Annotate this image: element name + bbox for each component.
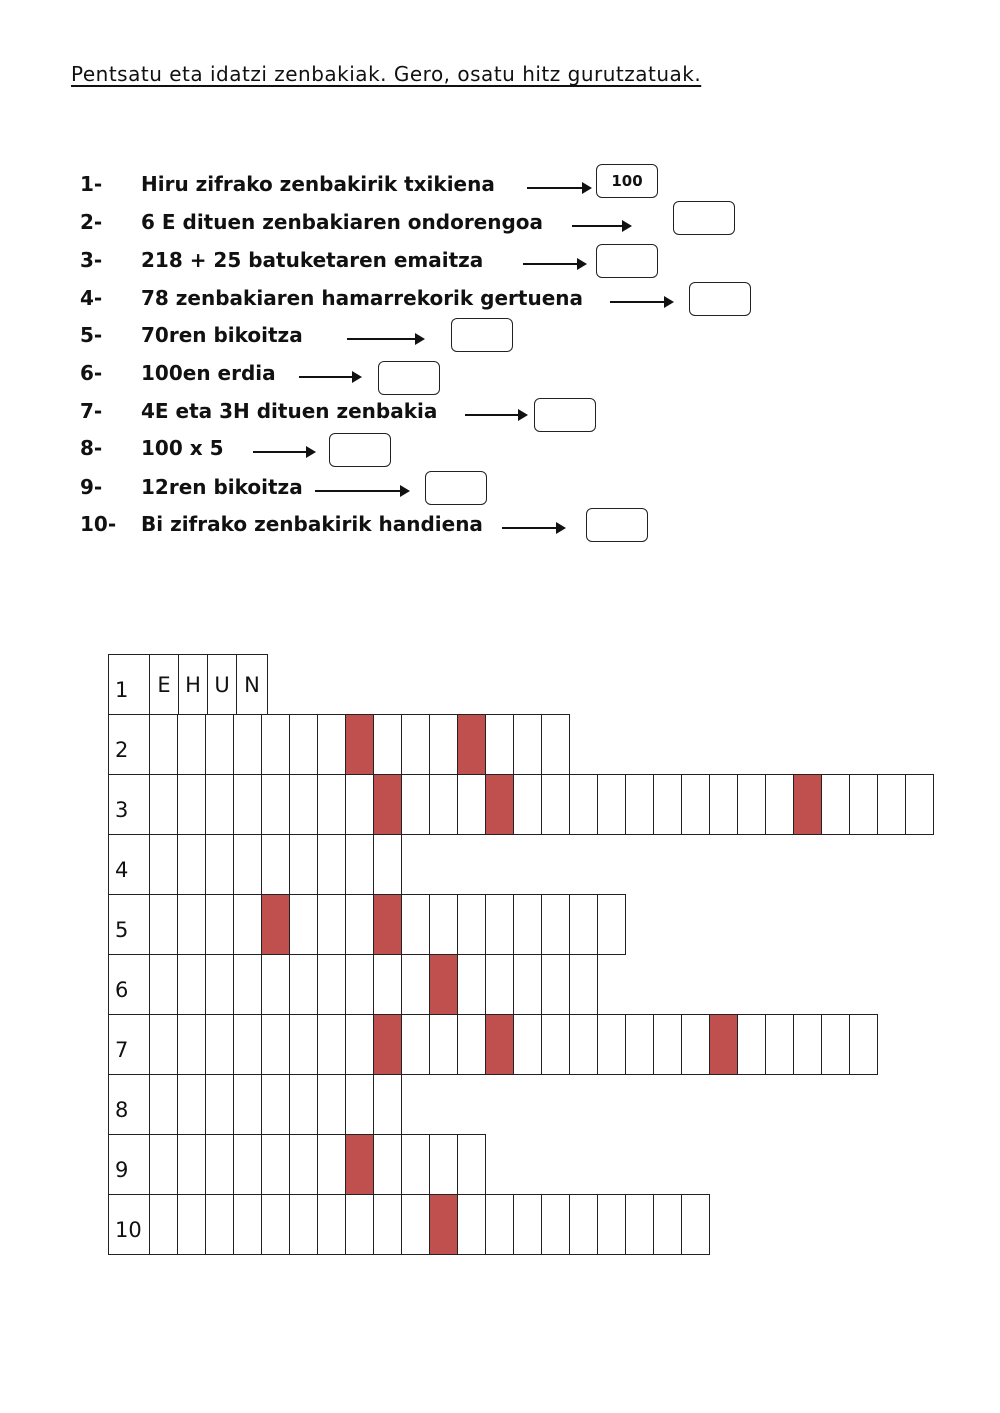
crossword-cell[interactable]	[513, 1194, 542, 1255]
clue-text: 218 + 25 batuketaren emaitza	[141, 248, 484, 272]
crossword-cell[interactable]	[345, 834, 374, 895]
crossword-cell[interactable]	[737, 1014, 766, 1075]
clue-text: 100 x 5	[141, 436, 224, 460]
crossword-cell[interactable]	[205, 1014, 234, 1075]
crossword-cell[interactable]	[205, 1074, 234, 1135]
crossword-cell[interactable]	[765, 1014, 794, 1075]
crossword-cell[interactable]	[569, 1014, 598, 1075]
crossword-cell[interactable]	[401, 1014, 430, 1075]
row-number: 8	[108, 1074, 150, 1135]
clue-number: 5-	[80, 323, 103, 347]
clue-text: Bi zifrako zenbakirik handiena	[141, 512, 483, 536]
crossword-cell[interactable]	[317, 1014, 346, 1075]
crossword-cell[interactable]	[457, 894, 486, 955]
crossword-cell[interactable]	[681, 1014, 710, 1075]
clue-number: 8-	[80, 436, 103, 460]
crossword-cell[interactable]	[205, 714, 234, 775]
crossword-blocked-cell	[709, 1014, 738, 1075]
crossword-cell[interactable]	[205, 954, 234, 1015]
crossword-cell[interactable]	[317, 1074, 346, 1135]
crossword-cell[interactable]	[149, 834, 178, 895]
crossword-cell[interactable]	[345, 954, 374, 1015]
crossword-cell[interactable]	[457, 954, 486, 1015]
crossword-cell[interactable]	[849, 774, 878, 835]
crossword-cell[interactable]	[289, 774, 318, 835]
crossword-cell[interactable]	[345, 1014, 374, 1075]
crossword-cell[interactable]	[737, 774, 766, 835]
crossword-cell[interactable]	[289, 1194, 318, 1255]
crossword-cell[interactable]	[401, 1194, 430, 1255]
crossword-cell[interactable]	[765, 774, 794, 835]
crossword-blocked-cell	[261, 894, 290, 955]
crossword-cell[interactable]	[233, 894, 262, 955]
clue-number: 2-	[80, 210, 103, 234]
crossword-cell[interactable]	[653, 1194, 682, 1255]
crossword-cell[interactable]	[289, 894, 318, 955]
crossword-cell[interactable]	[317, 834, 346, 895]
crossword-cell[interactable]	[625, 774, 654, 835]
clue-number: 4-	[80, 286, 103, 310]
crossword-cell[interactable]	[569, 1194, 598, 1255]
crossword-cell[interactable]	[261, 834, 290, 895]
row-number: 4	[108, 834, 150, 895]
crossword-cell[interactable]	[541, 954, 570, 1015]
crossword-cell[interactable]	[177, 1134, 206, 1195]
crossword-cell[interactable]	[541, 714, 570, 775]
crossword-cell[interactable]	[373, 1194, 402, 1255]
crossword-blocked-cell	[485, 1014, 514, 1075]
crossword-cell[interactable]	[177, 774, 206, 835]
crossword-cell[interactable]	[401, 894, 430, 955]
crossword-cell[interactable]	[317, 1134, 346, 1195]
crossword-cell[interactable]	[485, 894, 514, 955]
crossword-cell[interactable]	[345, 774, 374, 835]
crossword-cell[interactable]: H	[178, 654, 208, 715]
crossword-cell[interactable]	[429, 714, 458, 775]
row-number: 5	[108, 894, 150, 955]
crossword-cell[interactable]	[457, 1134, 486, 1195]
crossword-cell[interactable]	[233, 954, 262, 1015]
crossword-cell[interactable]	[261, 1014, 290, 1075]
crossword-cell[interactable]	[261, 714, 290, 775]
crossword-cell[interactable]	[205, 774, 234, 835]
crossword-cell[interactable]	[233, 1014, 262, 1075]
clue-number: 7-	[80, 399, 103, 423]
crossword-cell[interactable]	[149, 1194, 178, 1255]
crossword-cell[interactable]	[149, 714, 178, 775]
crossword-cell[interactable]	[233, 1074, 262, 1135]
row-number: 1	[108, 654, 150, 715]
crossword-cell[interactable]	[457, 1194, 486, 1255]
clue-text: 4E eta 3H dituen zenbakia	[141, 399, 438, 423]
crossword-cell[interactable]	[205, 894, 234, 955]
clue-text: 70ren bikoitza	[141, 323, 303, 347]
crossword-cell[interactable]	[233, 1134, 262, 1195]
crossword-cell[interactable]	[289, 954, 318, 1015]
crossword-cell[interactable]	[541, 774, 570, 835]
answer-box[interactable]: 100	[596, 164, 658, 198]
crossword-cell[interactable]	[373, 1134, 402, 1195]
crossword-cell[interactable]	[205, 834, 234, 895]
row-number: 7	[108, 1014, 150, 1075]
crossword-cell[interactable]	[905, 774, 934, 835]
crossword-cell[interactable]	[513, 774, 542, 835]
crossword-cell[interactable]	[177, 1014, 206, 1075]
crossword-cell[interactable]	[177, 1074, 206, 1135]
crossword-cell[interactable]	[317, 894, 346, 955]
clue-number: 6-	[80, 361, 103, 385]
crossword-cell[interactable]	[373, 834, 402, 895]
crossword-cell[interactable]	[205, 1194, 234, 1255]
crossword-cell[interactable]	[289, 714, 318, 775]
crossword-cell[interactable]	[457, 774, 486, 835]
crossword-cell[interactable]	[485, 714, 514, 775]
clue-text: 12ren bikoitza	[141, 475, 303, 499]
crossword-cell[interactable]	[289, 1014, 318, 1075]
crossword-blocked-cell	[373, 894, 402, 955]
crossword-cell[interactable]	[177, 1194, 206, 1255]
crossword-cell[interactable]	[849, 1014, 878, 1075]
crossword-blocked-cell	[429, 1194, 458, 1255]
crossword-cell[interactable]	[177, 894, 206, 955]
row-number: 6	[108, 954, 150, 1015]
clue-number: 1-	[80, 172, 103, 196]
row-number: 10	[108, 1194, 150, 1255]
crossword-cell[interactable]	[429, 774, 458, 835]
crossword-cell[interactable]	[149, 894, 178, 955]
page-title: Pentsatu eta idatzi zenbakiak. Gero, osatu hitz gurutzatuak.	[71, 62, 702, 86]
crossword-cell[interactable]	[205, 1134, 234, 1195]
crossword-cell[interactable]	[177, 714, 206, 775]
crossword-cell[interactable]: U	[207, 654, 237, 715]
crossword-cell[interactable]	[541, 1194, 570, 1255]
crossword-cell[interactable]	[653, 774, 682, 835]
crossword-cell[interactable]	[401, 714, 430, 775]
crossword-cell[interactable]	[149, 954, 178, 1015]
crossword-cell[interactable]	[261, 954, 290, 1015]
crossword-cell[interactable]	[569, 774, 598, 835]
crossword-cell[interactable]	[317, 774, 346, 835]
clue-number: 3-	[80, 248, 103, 272]
crossword-cell[interactable]	[289, 834, 318, 895]
crossword-cell[interactable]	[149, 774, 178, 835]
crossword-cell[interactable]	[597, 1014, 626, 1075]
crossword-cell[interactable]	[345, 1194, 374, 1255]
crossword-cell[interactable]	[317, 1194, 346, 1255]
crossword-cell[interactable]	[177, 834, 206, 895]
crossword-cell[interactable]	[177, 954, 206, 1015]
row-number: 9	[108, 1134, 150, 1195]
crossword-cell[interactable]	[149, 1074, 178, 1135]
crossword-blocked-cell	[345, 1134, 374, 1195]
crossword-cell[interactable]	[373, 954, 402, 1015]
crossword-cell[interactable]	[401, 954, 430, 1015]
crossword-cell[interactable]	[597, 774, 626, 835]
crossword-cell[interactable]: E	[149, 654, 179, 715]
crossword-cell[interactable]	[261, 1194, 290, 1255]
crossword-cell[interactable]	[289, 1134, 318, 1195]
crossword-cell[interactable]	[541, 894, 570, 955]
crossword-cell[interactable]	[345, 894, 374, 955]
crossword-cell[interactable]	[569, 954, 598, 1015]
crossword-cell[interactable]	[485, 1194, 514, 1255]
crossword-blocked-cell	[373, 774, 402, 835]
crossword-cell[interactable]	[429, 894, 458, 955]
crossword-cell[interactable]	[597, 894, 626, 955]
crossword-cell[interactable]	[401, 1134, 430, 1195]
crossword-cell[interactable]	[233, 834, 262, 895]
clue-text: Hiru zifrako zenbakirik txikiena	[141, 172, 495, 196]
crossword-cell[interactable]	[373, 1074, 402, 1135]
crossword-cell[interactable]	[401, 774, 430, 835]
clue-text: 78 zenbakiaren hamarrekorik gertuena	[141, 286, 584, 310]
crossword-blocked-cell	[457, 714, 486, 775]
crossword-cell[interactable]	[569, 894, 598, 955]
crossword-cell[interactable]	[457, 1014, 486, 1075]
crossword-blocked-cell	[485, 774, 514, 835]
crossword-cell[interactable]	[233, 1194, 262, 1255]
crossword-cell[interactable]	[653, 1014, 682, 1075]
crossword-cell[interactable]	[317, 714, 346, 775]
clue-number: 9-	[80, 475, 103, 499]
crossword-cell[interactable]	[485, 954, 514, 1015]
crossword-cell[interactable]	[261, 774, 290, 835]
clue-text: 100en erdia	[141, 361, 276, 385]
crossword-cell[interactable]	[821, 1014, 850, 1075]
crossword-cell[interactable]	[233, 774, 262, 835]
crossword-cell[interactable]	[597, 1194, 626, 1255]
crossword-cell[interactable]	[709, 774, 738, 835]
crossword-cell[interactable]	[681, 1194, 710, 1255]
clue-text: 6 E dituen zenbakiaren ondorengoa	[141, 210, 544, 234]
crossword-cell[interactable]	[513, 714, 542, 775]
crossword-cell[interactable]	[513, 894, 542, 955]
crossword-cell[interactable]: N	[236, 654, 268, 715]
crossword-cell[interactable]	[513, 954, 542, 1015]
crossword-cell[interactable]	[373, 714, 402, 775]
crossword-blocked-cell	[429, 954, 458, 1015]
crossword-blocked-cell	[373, 1014, 402, 1075]
row-number: 3	[108, 774, 150, 835]
crossword-cell[interactable]	[233, 714, 262, 775]
crossword-cell[interactable]	[429, 1014, 458, 1075]
crossword-blocked-cell	[793, 774, 822, 835]
crossword-cell[interactable]	[149, 1134, 178, 1195]
crossword-cell[interactable]	[625, 1194, 654, 1255]
crossword-cell[interactable]	[793, 1014, 822, 1075]
crossword-cell[interactable]	[345, 1074, 374, 1135]
crossword-cell[interactable]	[261, 1134, 290, 1195]
crossword-cell[interactable]	[261, 1074, 290, 1135]
crossword-blocked-cell	[345, 714, 374, 775]
crossword-cell[interactable]	[317, 954, 346, 1015]
crossword-cell[interactable]	[821, 774, 850, 835]
crossword-cell[interactable]	[149, 1014, 178, 1075]
clue-number: 10-	[80, 512, 117, 536]
crossword-cell[interactable]	[625, 1014, 654, 1075]
row-number: 2	[108, 714, 150, 775]
crossword-cell[interactable]	[877, 774, 906, 835]
crossword-cell[interactable]	[541, 1014, 570, 1075]
crossword-cell[interactable]	[429, 1134, 458, 1195]
crossword-cell[interactable]	[681, 774, 710, 835]
crossword-cell[interactable]	[513, 1014, 542, 1075]
crossword-cell[interactable]	[289, 1074, 318, 1135]
